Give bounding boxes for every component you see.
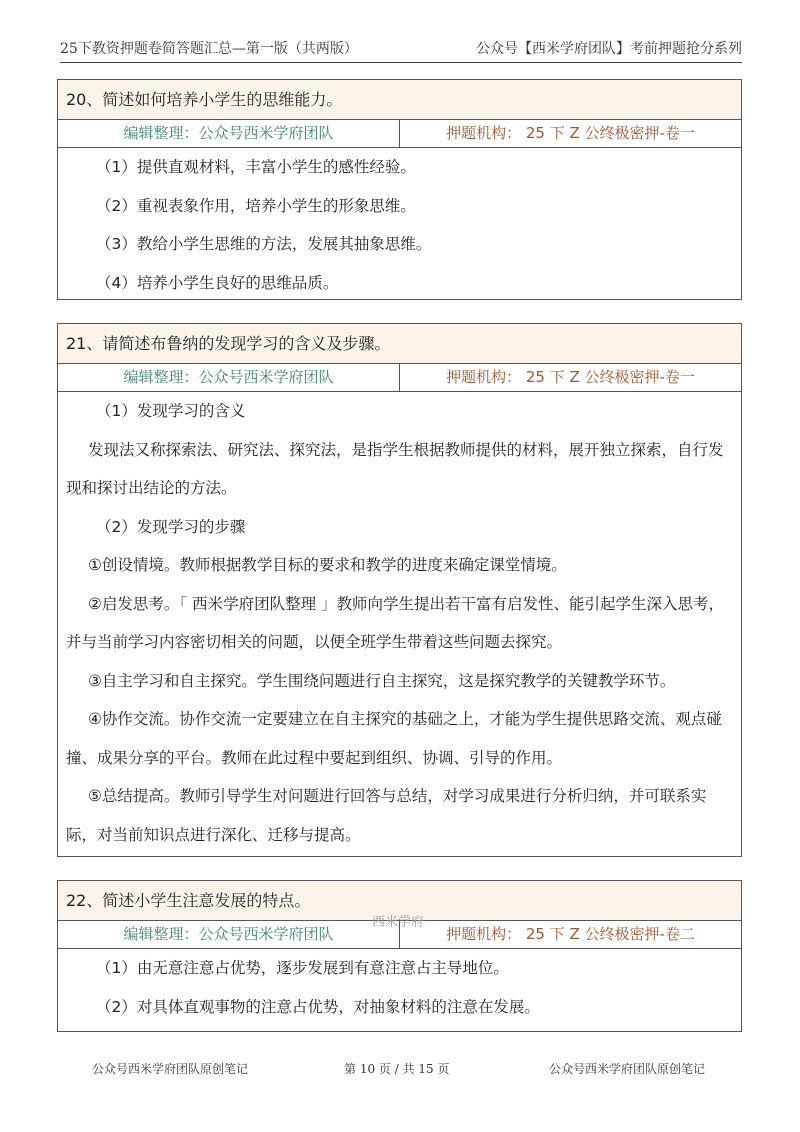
- answer-subheading: （2）发现学习的步骤: [96, 517, 246, 536]
- answer-step: ④协作交流。协作交流一定要建立在自主探究的基础之上，才能为学生提供思路交流、观点碰撞、成果分享的平台。教师在此过程中要起到组织、协调、引导的作用。: [66, 710, 722, 767]
- question-21-box: [57, 323, 742, 857]
- editor-credit: 编辑整理：公众号西米学府团队: [58, 921, 400, 948]
- question-title: 20、简述如何培养小学生的思维能力。: [58, 80, 741, 120]
- answer-line: （3）教给小学生思维的方法，发展其抽象思维。: [96, 235, 432, 253]
- answer-line: （2）对具体直观事物的注意占优势，对抽象材料的注意在发展。: [96, 997, 540, 1016]
- question-22-box: [57, 880, 742, 1032]
- answer-step: ③自主学习和自主探究。学生围绕问题进行自主探究，这是探究教学的关键教学环节。: [88, 671, 676, 690]
- page-header: [60, 38, 742, 63]
- exam-source: 押题机构： 25 下 Z 公终极密押-卷一: [446, 368, 695, 386]
- editor-credit: 编辑整理：公众号西米学府团队: [58, 120, 400, 147]
- answer-body: [58, 148, 741, 302]
- watermark: 西米学府: [372, 915, 425, 930]
- footer-left: 公众号西米学府团队原创笔记: [92, 1062, 249, 1076]
- editor-credit: 编辑整理：公众号西米学府团队: [58, 364, 400, 391]
- question-meta-row: [58, 364, 741, 392]
- exam-source: 押题机构： 25 下 Z 公终极密押-卷二: [446, 925, 695, 943]
- question-title: 21、请简述布鲁纳的发现学习的含义及步骤。: [58, 324, 741, 364]
- answer-paragraph: 发现法又称探索法、研究法、探究法，是指学生根据教师提供的材料，展开独立探索，自行发现和探讨出结论的方法。: [66, 440, 724, 497]
- question-meta-row: [58, 120, 741, 148]
- answer-body: [58, 392, 741, 854]
- page-number: 第 10 页 / 共 15 页: [344, 1062, 450, 1076]
- answer-line: （1）由无意注意占优势，逐步发展到有意注意占主导地位。: [96, 959, 509, 977]
- header-left-title: 25下教资押题卷简答题汇总—第一版（共两版）: [60, 41, 358, 57]
- question-title: 22、简述小学生注意发展的特点。: [58, 881, 741, 921]
- footer-right: 公众号西米学府团队原创笔记: [549, 1062, 706, 1076]
- answer-line: （4）培养小学生良好的思维品质。: [96, 273, 339, 292]
- answer-line: （2）重视表象作用，培养小学生的形象思维。: [96, 196, 416, 215]
- answer-subheading: （1）发现学习的含义: [96, 402, 246, 420]
- answer-step: ②启发思考。「 西米学府团队整理 」教师向学生提出若干富有启发性、能引起学生深入思考，并与当前学习内容密切相关的问题，以便全班学生带着这些问题去探究。: [66, 594, 725, 651]
- answer-line: （1）提供直观材料，丰富小学生的感性经验。: [96, 158, 416, 176]
- answer-step: ⑤总结提高。教师引导学生对问题进行回答与总结，对学习成果进行分析归纳，并可联系实际，对当前知识点进行深化、迁移与提高。: [66, 787, 707, 844]
- answer-body: [58, 949, 741, 1026]
- exam-source: 押题机构： 25 下 Z 公终极密押-卷一: [446, 124, 695, 142]
- question-20-box: [57, 79, 742, 300]
- header-right-title: 公众号【西米学府团队】考前押题抢分系列: [476, 41, 742, 57]
- answer-step: ①创设情境。教师根据教学目标的要求和教学的进度来确定课堂情境。: [88, 556, 567, 574]
